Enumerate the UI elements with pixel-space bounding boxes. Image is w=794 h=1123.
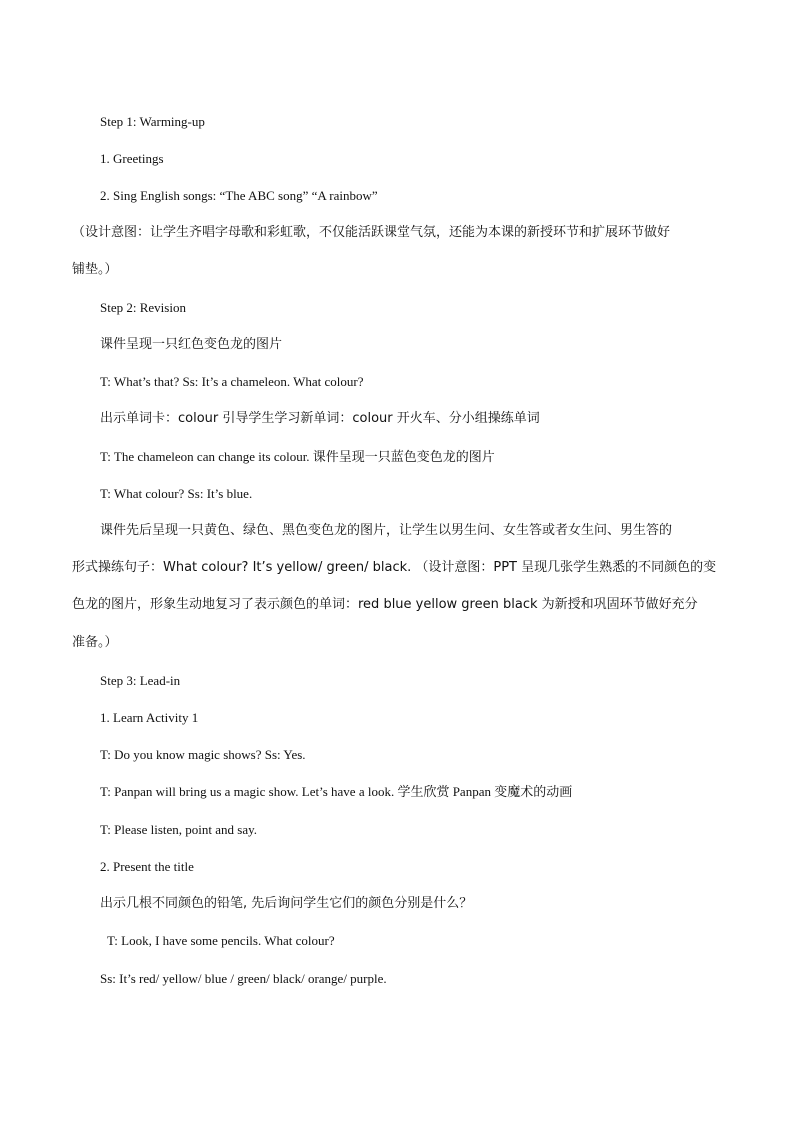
step2-paragraph-line3: 色龙的图片，形象生动地复习了表示颜色的单词：red blue yellow green black 为新授和巩固环节做好充分	[72, 597, 698, 612]
step2-paragraph-line4: 准备。）	[72, 635, 118, 650]
step2-red-chameleon: 课件呈现一只红色变色龙的图片	[100, 337, 283, 352]
step2-dialogue-1: T: What’s that? Ss: It’s a chameleon. What colour?	[100, 374, 364, 389]
step2-dialogue-2: T: The chameleon can change its colour. 课件呈现一只蓝色变色龙的图片	[100, 449, 495, 464]
step3-present-title: 2. Present the title	[100, 859, 194, 874]
step2-dialogue-3: T: What colour? Ss: It’s blue.	[100, 486, 253, 501]
step1-item-greetings: 1. Greetings	[100, 151, 164, 166]
step2-paragraph-line2: 形式操练句子：What colour? It’s yellow/ green/ black. （设计意图：PPT 呈现几张学生熟悉的不同颜色的变	[72, 560, 717, 575]
step3-dialogue-1: T: Do you know magic shows? Ss: Yes.	[100, 747, 306, 762]
step3-dialogue-2: T: Panpan will bring us a magic show. Let’s have a look. 学生欣赏 Panpan 变魔术的动画	[100, 784, 573, 799]
step3-dialogue-4: T: Look, I have some pencils. What colour?	[107, 933, 335, 948]
step3-pencils: 出示几根不同颜色的铅笔, 先后询问学生它们的颜色分别是什么？	[100, 896, 473, 911]
step3-dialogue-5: Ss: It’s red/ yellow/ blue / green/ black/ orange/ purple.	[100, 971, 387, 986]
step2-paragraph-line1: 课件先后呈现一只黄色、绿色、黑色变色龙的图片，让学生以男生问、女生答或者女生问、男生答的	[100, 523, 673, 538]
step3-dialogue-3: T: Please listen, point and say.	[100, 822, 258, 837]
step1-item-songs: 2. Sing English songs: “The ABC song” “A rainbow”	[100, 188, 378, 203]
step3-learn-activity: 1. Learn Activity 1	[100, 710, 199, 725]
design-intent-1-line2: 铺垫。）	[72, 262, 118, 277]
step1-heading: Step 1: Warming-up	[100, 114, 205, 129]
step3-heading: Step 3: Lead-in	[100, 673, 181, 688]
design-intent-1-line1: （设计意图：让学生齐唱字母歌和彩虹歌，不仅能活跃课堂气氛，还能为本课的新授环节和扩展环节做好	[72, 225, 671, 240]
step2-heading: Step 2: Revision	[100, 300, 186, 315]
step2-word-card: 出示单词卡：colour 引导学生学习新单词：colour 开火车、分小组操练单词	[100, 411, 540, 426]
